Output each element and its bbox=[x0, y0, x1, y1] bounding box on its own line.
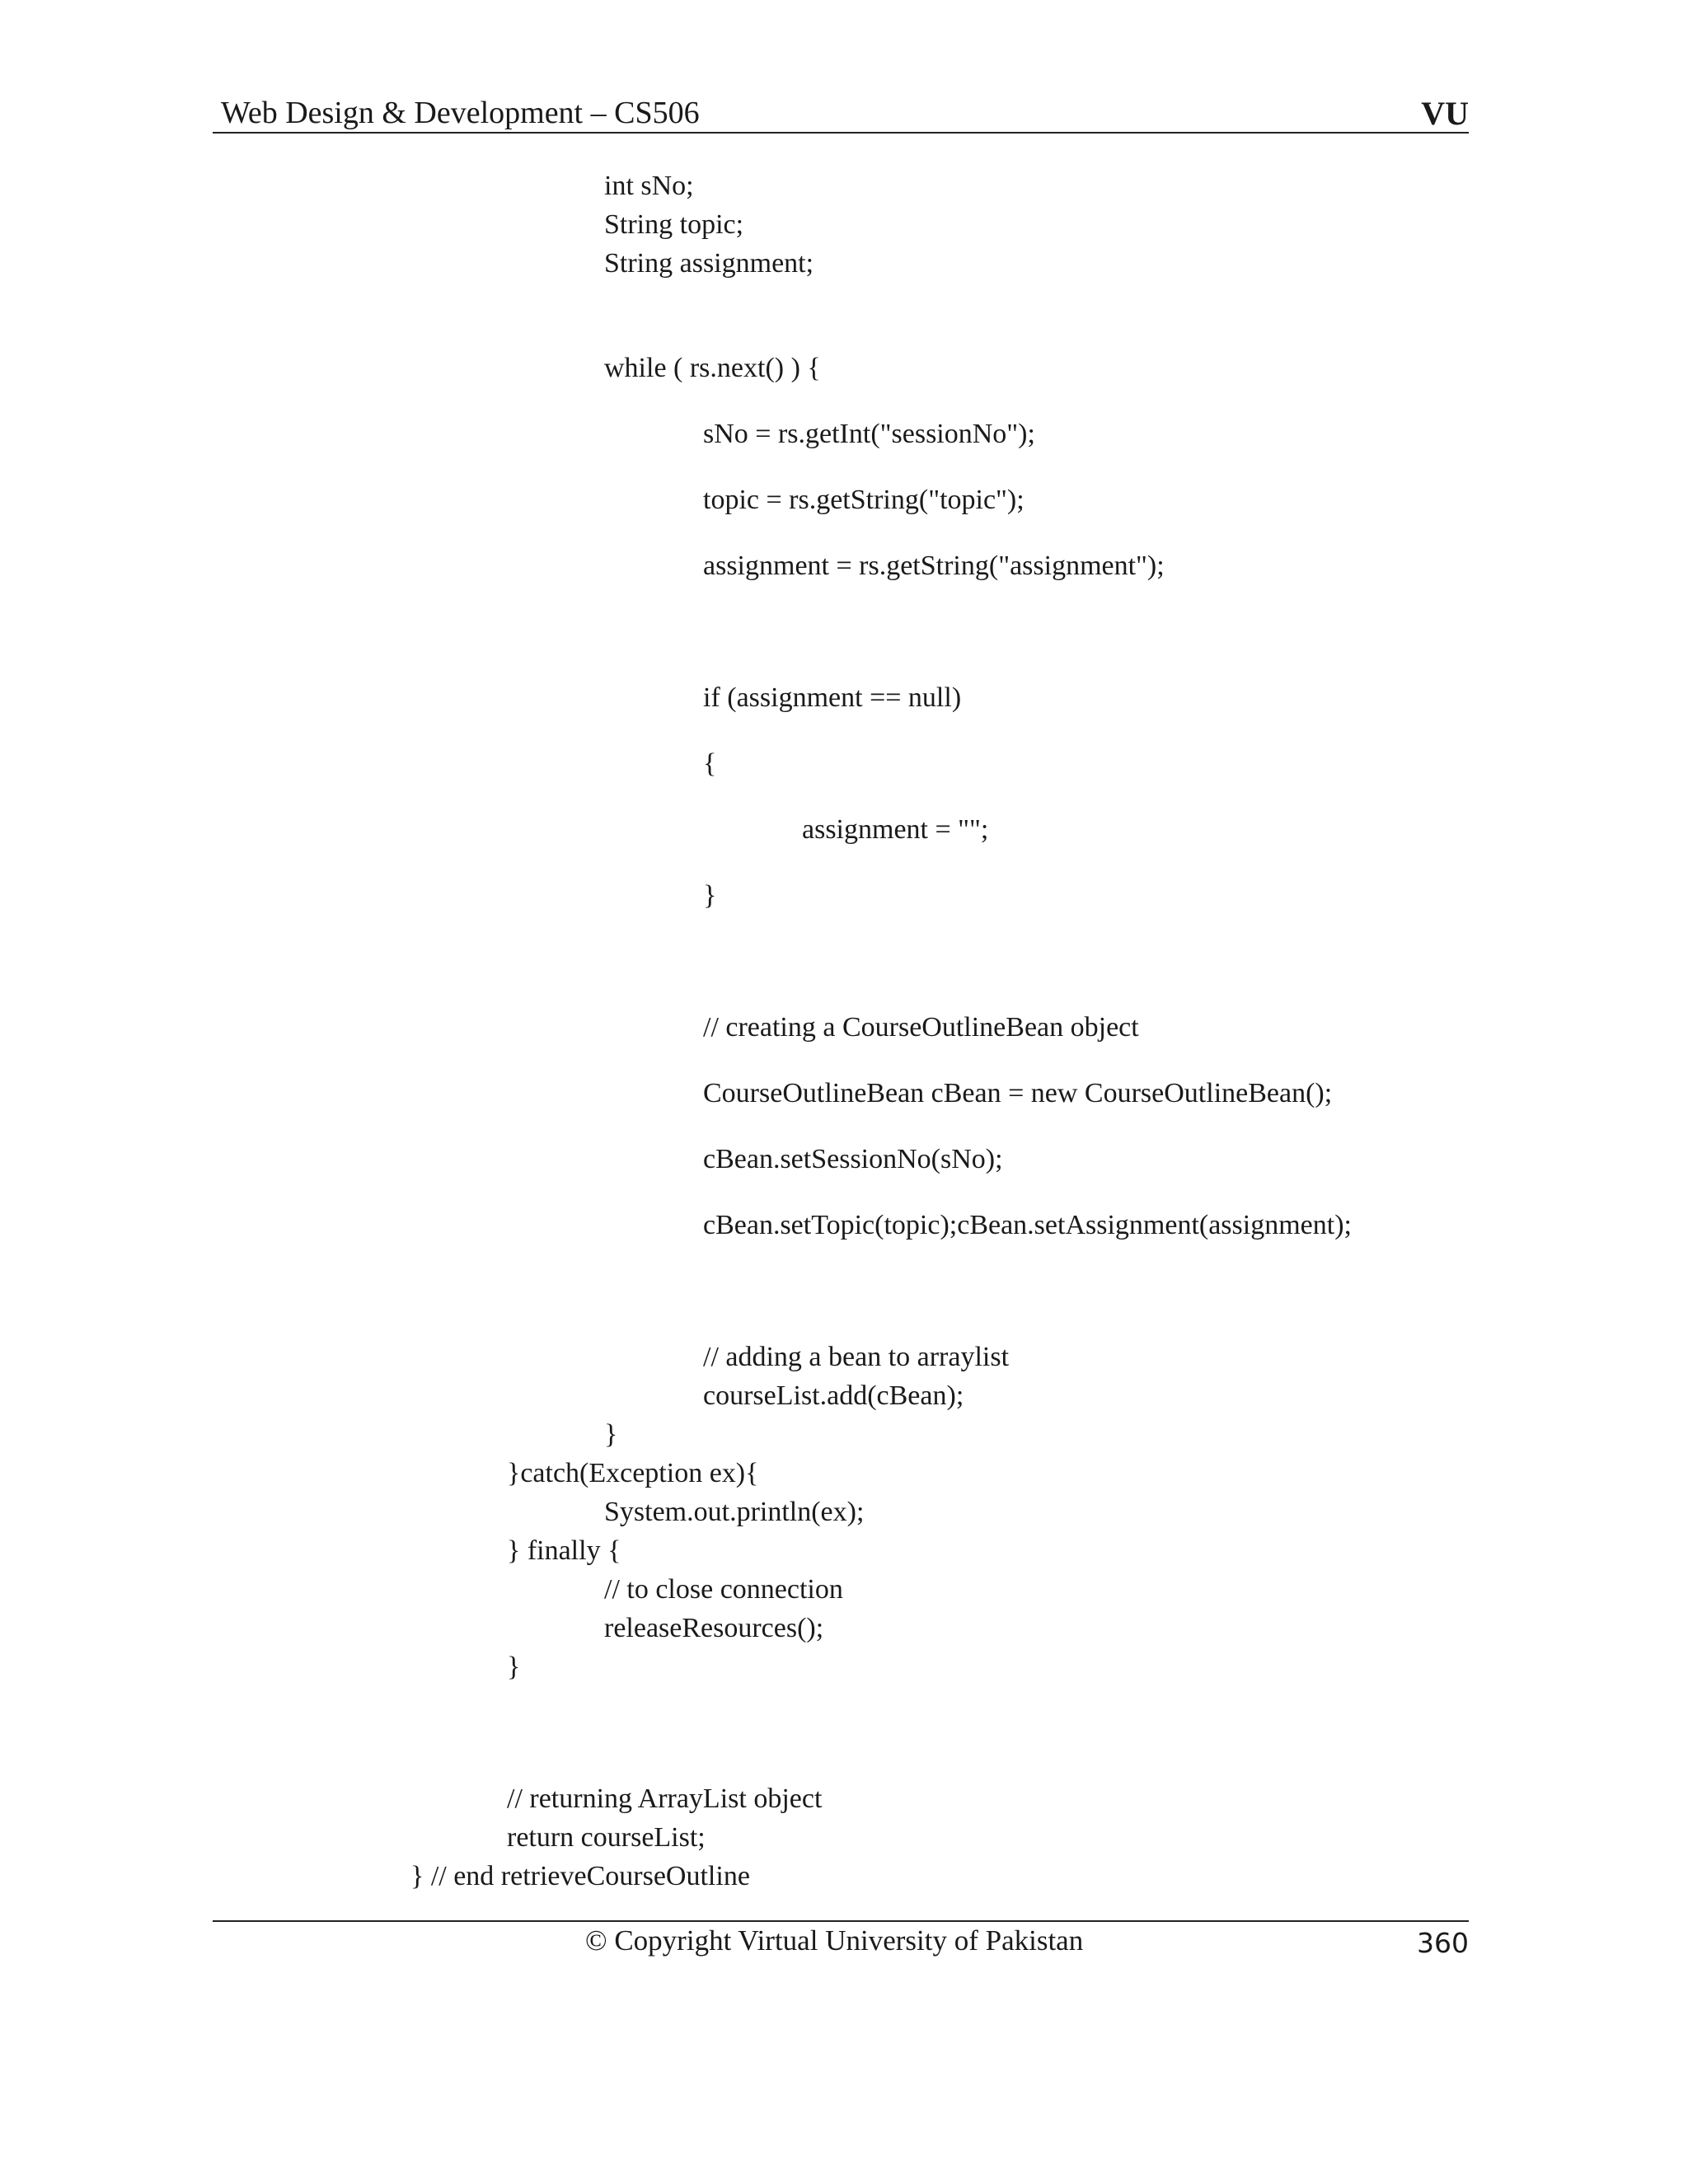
code-line: } bbox=[703, 880, 717, 911]
code-line: sNo = rs.getInt("sessionNo"); bbox=[703, 419, 1035, 449]
code-line: // to close connection bbox=[604, 1574, 843, 1605]
footer-divider bbox=[213, 1920, 1469, 1922]
code-line: String assignment; bbox=[604, 248, 814, 279]
code-line: assignment = rs.getString("assignment"); bbox=[703, 551, 1165, 581]
code-line: if (assignment == null) bbox=[703, 682, 962, 713]
header-divider bbox=[213, 132, 1469, 134]
code-line: } bbox=[604, 1419, 618, 1450]
university-logo-text: VU bbox=[1421, 95, 1469, 132]
code-line: // creating a CourseOutlineBean object bbox=[703, 1012, 1139, 1043]
code-line: int sNo; bbox=[604, 171, 694, 201]
code-line: return courseList; bbox=[507, 1822, 706, 1853]
code-line: courseList.add(cBean); bbox=[703, 1380, 964, 1411]
code-line: assignment = ""; bbox=[802, 814, 989, 845]
code-line: releaseResources(); bbox=[604, 1613, 824, 1643]
code-line: // returning ArrayList object bbox=[507, 1783, 823, 1814]
code-line: while ( rs.next() ) { bbox=[604, 353, 821, 383]
page-number: 360 bbox=[1417, 1927, 1469, 1959]
code-line: { bbox=[703, 748, 717, 779]
code-line: topic = rs.getString("topic"); bbox=[703, 485, 1025, 515]
code-line: } finally { bbox=[507, 1535, 621, 1566]
document-title: Web Design & Development – CS506 bbox=[221, 96, 700, 130]
code-line: cBean.setTopic(topic);cBean.setAssignment(assignment); bbox=[703, 1210, 1352, 1240]
code-line: // adding a bean to arraylist bbox=[703, 1342, 1010, 1372]
code-line: cBean.setSessionNo(sNo); bbox=[703, 1144, 1003, 1174]
code-line: System.out.println(ex); bbox=[604, 1497, 865, 1527]
copyright-notice: © Copyright Virtual University of Pakistan bbox=[585, 1924, 1084, 1957]
code-line: }catch(Exception ex){ bbox=[507, 1458, 759, 1488]
code-line: } // end retrieveCourseOutline bbox=[410, 1861, 750, 1891]
code-line: } bbox=[507, 1652, 521, 1682]
code-line: String topic; bbox=[604, 209, 744, 240]
code-line: CourseOutlineBean cBean = new CourseOutlineBean(); bbox=[703, 1078, 1333, 1108]
